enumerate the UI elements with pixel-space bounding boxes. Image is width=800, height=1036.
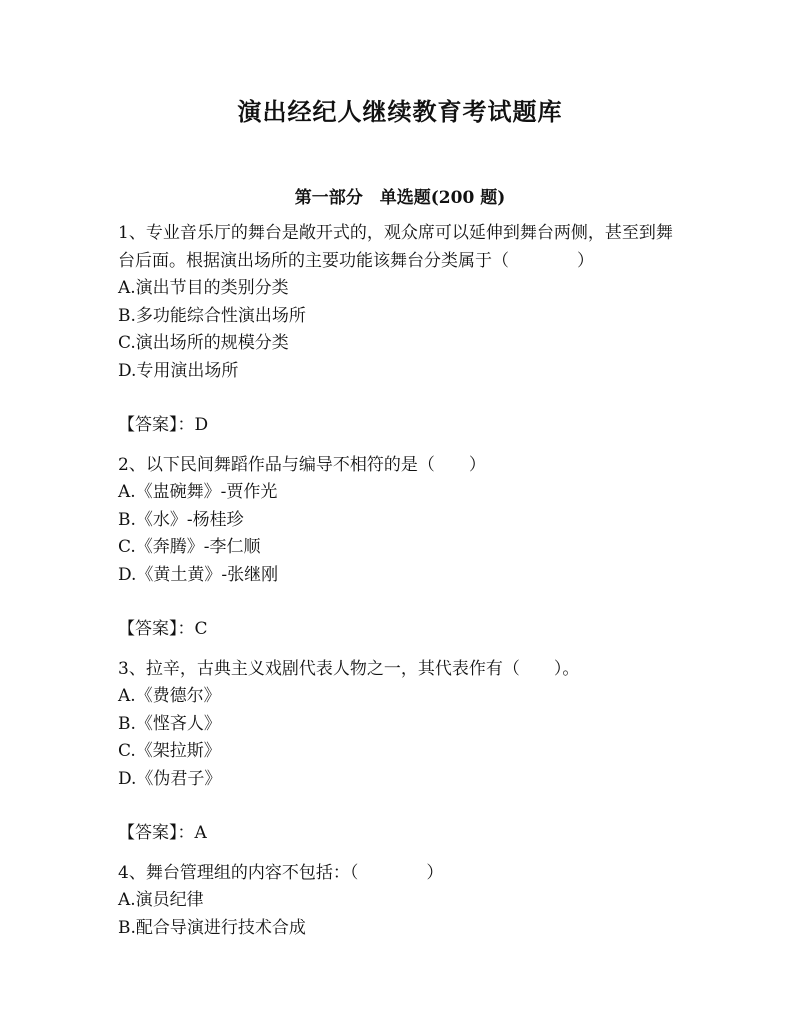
question-stem: 4、舞台管理组的内容不包括：（ ） [118, 862, 444, 883]
question-1 [118, 220, 688, 452]
option-d: D.《伪君子》 [118, 768, 222, 789]
question-list [118, 220, 688, 942]
option-a: A.演出节目的类别分类 [118, 278, 289, 298]
option-d: D.《黄土黄》-张继刚 [118, 564, 279, 585]
question-4 [118, 860, 688, 943]
document-title: 演出经纪人继续教育考试题库 [237, 97, 563, 126]
answer-line: 【答案】：A [118, 823, 207, 843]
option-c: C.《奔腾》-李仁顺 [118, 537, 261, 557]
option-c: C.《架拉斯》 [118, 741, 221, 761]
question-3 [118, 656, 688, 860]
option-c: C.演出场所的规模分类 [118, 333, 289, 353]
option-d: D.专用演出场所 [118, 360, 239, 381]
option-b: B.多功能综合性演出场所 [118, 305, 306, 326]
option-a: A.《盅碗舞》-贾作光 [118, 482, 278, 502]
section-title: 第一部分 单选题(200 题) [294, 188, 506, 208]
question-stem: 1、专业音乐厅的舞台是敞开式的，观众席可以延伸到舞台两侧，甚至到舞台后面。根据演出场所的主要功能该舞台分类属于（ ） [118, 223, 673, 271]
question-stem: 2、以下民间舞蹈作品与编导不相符的是（ ） [118, 454, 486, 475]
answer-line: 【答案】：C [118, 619, 208, 639]
option-b: B.配合导演进行技术合成 [118, 917, 306, 938]
answer-line: 【答案】：D [118, 415, 209, 435]
option-a: A.演员纪律 [118, 890, 204, 910]
question-2 [118, 452, 688, 656]
option-a: A.《费德尔》 [118, 686, 221, 706]
question-stem: 3、拉辛，古典主义戏剧代表人物之一，其代表作有（ ）。 [118, 658, 580, 679]
option-b: B.《水》-杨桂珍 [118, 509, 244, 530]
option-b: B.《悭吝人》 [118, 713, 221, 734]
